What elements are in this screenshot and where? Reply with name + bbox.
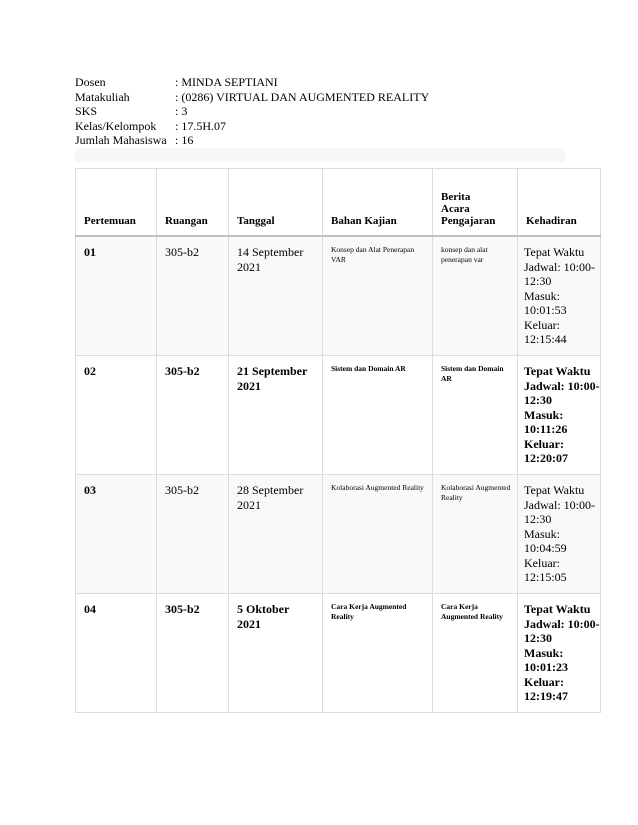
attendance-table: [75, 168, 601, 713]
cell-berita-acara: Cara Kerja Augmented Reality: [433, 594, 518, 713]
jumlah-label: Jumlah Mahasiswa: [75, 133, 167, 147]
cell-berita-acara: konsep dan alat penerapan var: [433, 236, 518, 356]
cell-berita-acara: Sistem dan Domain AR: [433, 356, 518, 475]
cell-pertemuan: 01: [76, 236, 157, 356]
kehadiran-keluar: Keluar: 12:20:07: [524, 436, 568, 465]
course-info: [75, 75, 429, 148]
kelas-label: Kelas/Kelompok: [75, 118, 157, 133]
kehadiran-jadwal: Jadwal: 10:00-12:30: [524, 616, 600, 645]
kehadiran-status: Tepat Waktu: [524, 483, 585, 497]
header-tanggal: Tanggal: [229, 169, 323, 237]
sks-label: SKS: [75, 104, 98, 118]
kehadiran-jadwal: Jadwal: 10:00-12:30: [524, 259, 595, 288]
info-row-sks: [75, 104, 429, 119]
cell-ruangan: 305-b2: [157, 475, 229, 594]
cell-tanggal: 28 September 2021: [229, 475, 323, 594]
kehadiran-status: Tepat Waktu: [524, 364, 591, 378]
cell-tanggal: 21 September 2021: [229, 356, 323, 475]
info-row-jumlah: [75, 133, 429, 148]
cell-kehadiran: [518, 475, 601, 594]
cell-pertemuan: 02: [76, 356, 157, 475]
kehadiran-keluar: Keluar: 12:19:47: [524, 674, 568, 703]
header-kehadiran: Kehadiran: [518, 169, 601, 237]
kehadiran-status: Tepat Waktu: [524, 245, 585, 259]
cell-kehadiran: [518, 356, 601, 475]
matakuliah-label: Matakuliah: [75, 89, 130, 104]
kehadiran-jadwal: Jadwal: 10:00-12:30: [524, 378, 600, 407]
kehadiran-keluar: Keluar: 12:15:05: [524, 555, 567, 584]
header-pertemuan: Pertemuan: [76, 169, 157, 237]
kehadiran-status: Tepat Waktu: [524, 602, 591, 616]
cell-berita-acara: Kolaborasi Augmented Reality: [433, 475, 518, 594]
table-row: [76, 594, 601, 713]
kehadiran-jadwal: Jadwal: 10:00-12:30: [524, 497, 595, 526]
cell-bahan-kajian: Sistem dan Domain AR: [323, 356, 433, 475]
kelas-value: : 17.5H.07: [175, 118, 226, 133]
cell-kehadiran: [518, 594, 601, 713]
separator-strip: [75, 148, 565, 162]
kehadiran-masuk: Masuk: 10:11:26: [524, 407, 568, 436]
header-ruangan: Ruangan: [157, 169, 229, 237]
header-bahan-kajian: Bahan Kajian: [323, 169, 433, 237]
dosen-value: : MINDA SEPTIANI: [175, 75, 278, 89]
table-header-row: [76, 169, 601, 237]
header-berita-line3: Pengajaran: [441, 215, 496, 227]
cell-kehadiran: [518, 236, 601, 356]
jumlah-value: : 16: [175, 133, 194, 147]
cell-bahan-kajian: Konsep dan Alat Penerapan VAR: [323, 236, 433, 356]
kehadiran-keluar: Keluar: 12:15:44: [524, 317, 567, 346]
table-row: [76, 475, 601, 594]
kehadiran-masuk: Masuk: 10:01:23: [524, 645, 568, 674]
matakuliah-value: : (0286) VIRTUAL DAN AUGMENTED REALITY: [175, 89, 430, 104]
dosen-label: Dosen: [75, 75, 106, 89]
kehadiran-masuk: Masuk: 10:04:59: [524, 526, 567, 555]
cell-ruangan: 305-b2: [157, 236, 229, 356]
cell-pertemuan: 03: [76, 475, 157, 594]
table-row: [76, 356, 601, 475]
header-berita-acara: [433, 169, 518, 237]
sks-value: : 3: [175, 104, 188, 118]
info-row-matakuliah: [75, 90, 429, 105]
cell-bahan-kajian: Cara Kerja Augmented Reality: [323, 594, 433, 713]
header-berita-line1: Berita: [441, 191, 471, 203]
cell-tanggal: 5 Oktober 2021: [229, 594, 323, 713]
info-row-kelas: [75, 119, 429, 134]
cell-ruangan: 305-b2: [157, 594, 229, 713]
cell-bahan-kajian: Kolaborasi Augmented Reality: [323, 475, 433, 594]
info-row-dosen: [75, 75, 429, 90]
cell-tanggal: 14 September 2021: [229, 236, 323, 356]
cell-ruangan: 305-b2: [157, 356, 229, 475]
header-berita-line2: Acara: [441, 203, 470, 215]
table-row: [76, 236, 601, 356]
kehadiran-masuk: Masuk: 10:01:53: [524, 288, 567, 317]
cell-pertemuan: 04: [76, 594, 157, 713]
